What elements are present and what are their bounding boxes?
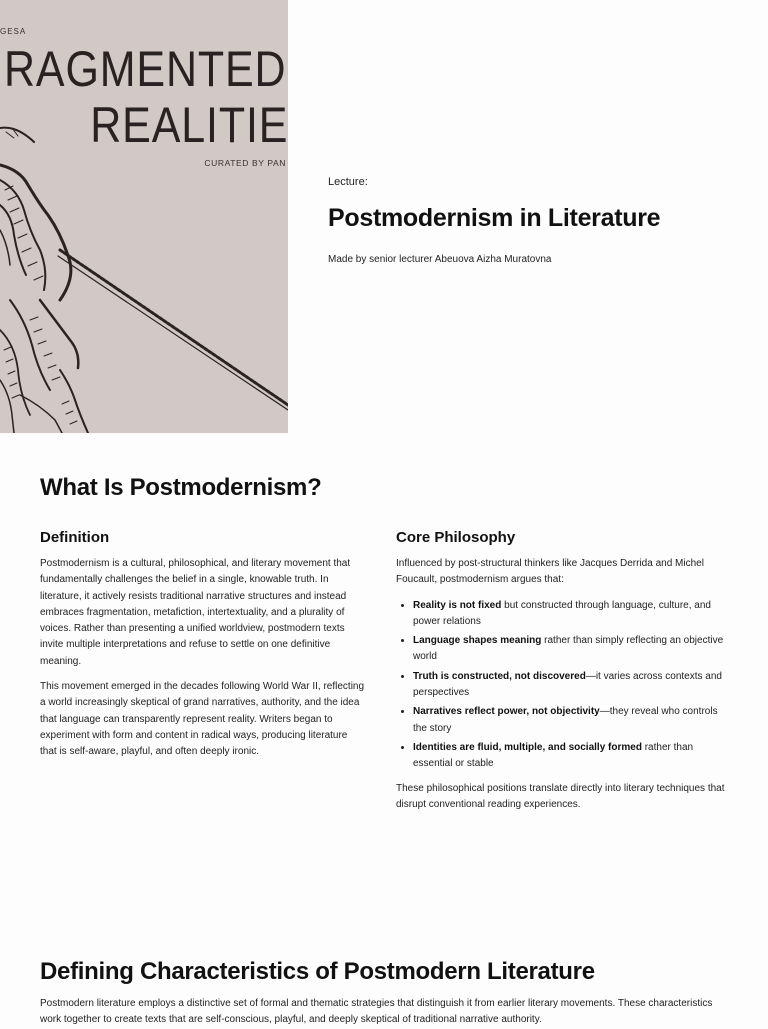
core-philosophy-list	[396, 598, 731, 773]
list-item-bold: Identities are fluid, multiple, and socially formed	[413, 741, 642, 753]
definition-column	[40, 529, 365, 770]
characteristics-intro: Postmodern literature employs a distinctive set of formal and thematic strategies that distinguish it from earlier literary movements. These characteristics work together to create texts that are self-conscious, playful, and deeply skeptical of traditional narrative authority.	[40, 998, 713, 1026]
cover-curated-text: CURATED BY PAN	[204, 158, 286, 168]
list-item	[413, 740, 731, 773]
cover-image	[0, 0, 288, 433]
list-item-bold: Narratives reflect power, not objectivity	[413, 706, 600, 718]
core-philosophy-column	[396, 529, 731, 822]
list-item-text: rather than simply reflecting an objective world	[413, 635, 724, 663]
core-philosophy-heading: Core Philosophy	[396, 529, 516, 546]
list-item	[413, 669, 731, 702]
cover-title-line1: RAGMENTED	[3, 41, 286, 97]
cover-title-line2: REALITIE	[89, 97, 288, 153]
definition-heading: Definition	[40, 529, 110, 546]
page-title: Postmodernism in Literature	[328, 204, 661, 232]
list-item-text: —they reveal who controls the story	[413, 706, 718, 734]
list-item-text: —it varies across contexts and perspectives	[413, 670, 722, 699]
lecture-label: Lecture:	[328, 176, 368, 188]
lecture-author: Made by senior lecturer Abeuova Aizha Muratovna	[328, 254, 552, 265]
section-heading-characteristics: Defining Characteristics of Postmodern Literature	[40, 958, 595, 985]
core-philosophy-intro: Influenced by post-structural thinkers like Jacques Derrida and Michel Foucault, postmodernism argues that:	[396, 558, 704, 586]
list-item	[413, 633, 731, 666]
definition-paragraph: Postmodernism is a cultural, philosophical, and literary movement that fundamentally challenges the belief in a single, knowable truth. In literature, it actively resists traditional narrative structures and instead embraces fragmentation, metafiction, intertextuality, and a plurality of voices. Rather than presenting a unified worldview, postmodern texts invite multiple interpretations and refuse to settle on one definitive meaning.	[40, 558, 351, 667]
definition-paragraph: This movement emerged in the decades following World War II, reflecting a world increasingly skeptical of grand narratives, authority, and the idea that language can transparently represent reality. Writers began to experiment with form and content in radical ways, producing literature that is self-aware, playful, and often deeply ironic.	[40, 681, 365, 758]
list-item-text: but constructed through language, culture, and power relations	[413, 599, 711, 627]
section-heading-what-is: What Is Postmodernism?	[40, 474, 322, 501]
list-item-bold: Language shapes meaning	[413, 635, 542, 647]
list-item	[413, 704, 731, 737]
list-item-bold: Truth is constructed, not discovered	[413, 670, 586, 682]
cover-top-text: GESA	[0, 27, 27, 36]
list-item	[413, 598, 731, 631]
list-item-bold: Reality is not fixed	[413, 599, 502, 611]
core-philosophy-outro: These philosophical positions translate directly into literary techniques that disrupt conventional reading experiences.	[396, 782, 725, 810]
list-item-text: rather than essential or stable	[413, 741, 694, 770]
